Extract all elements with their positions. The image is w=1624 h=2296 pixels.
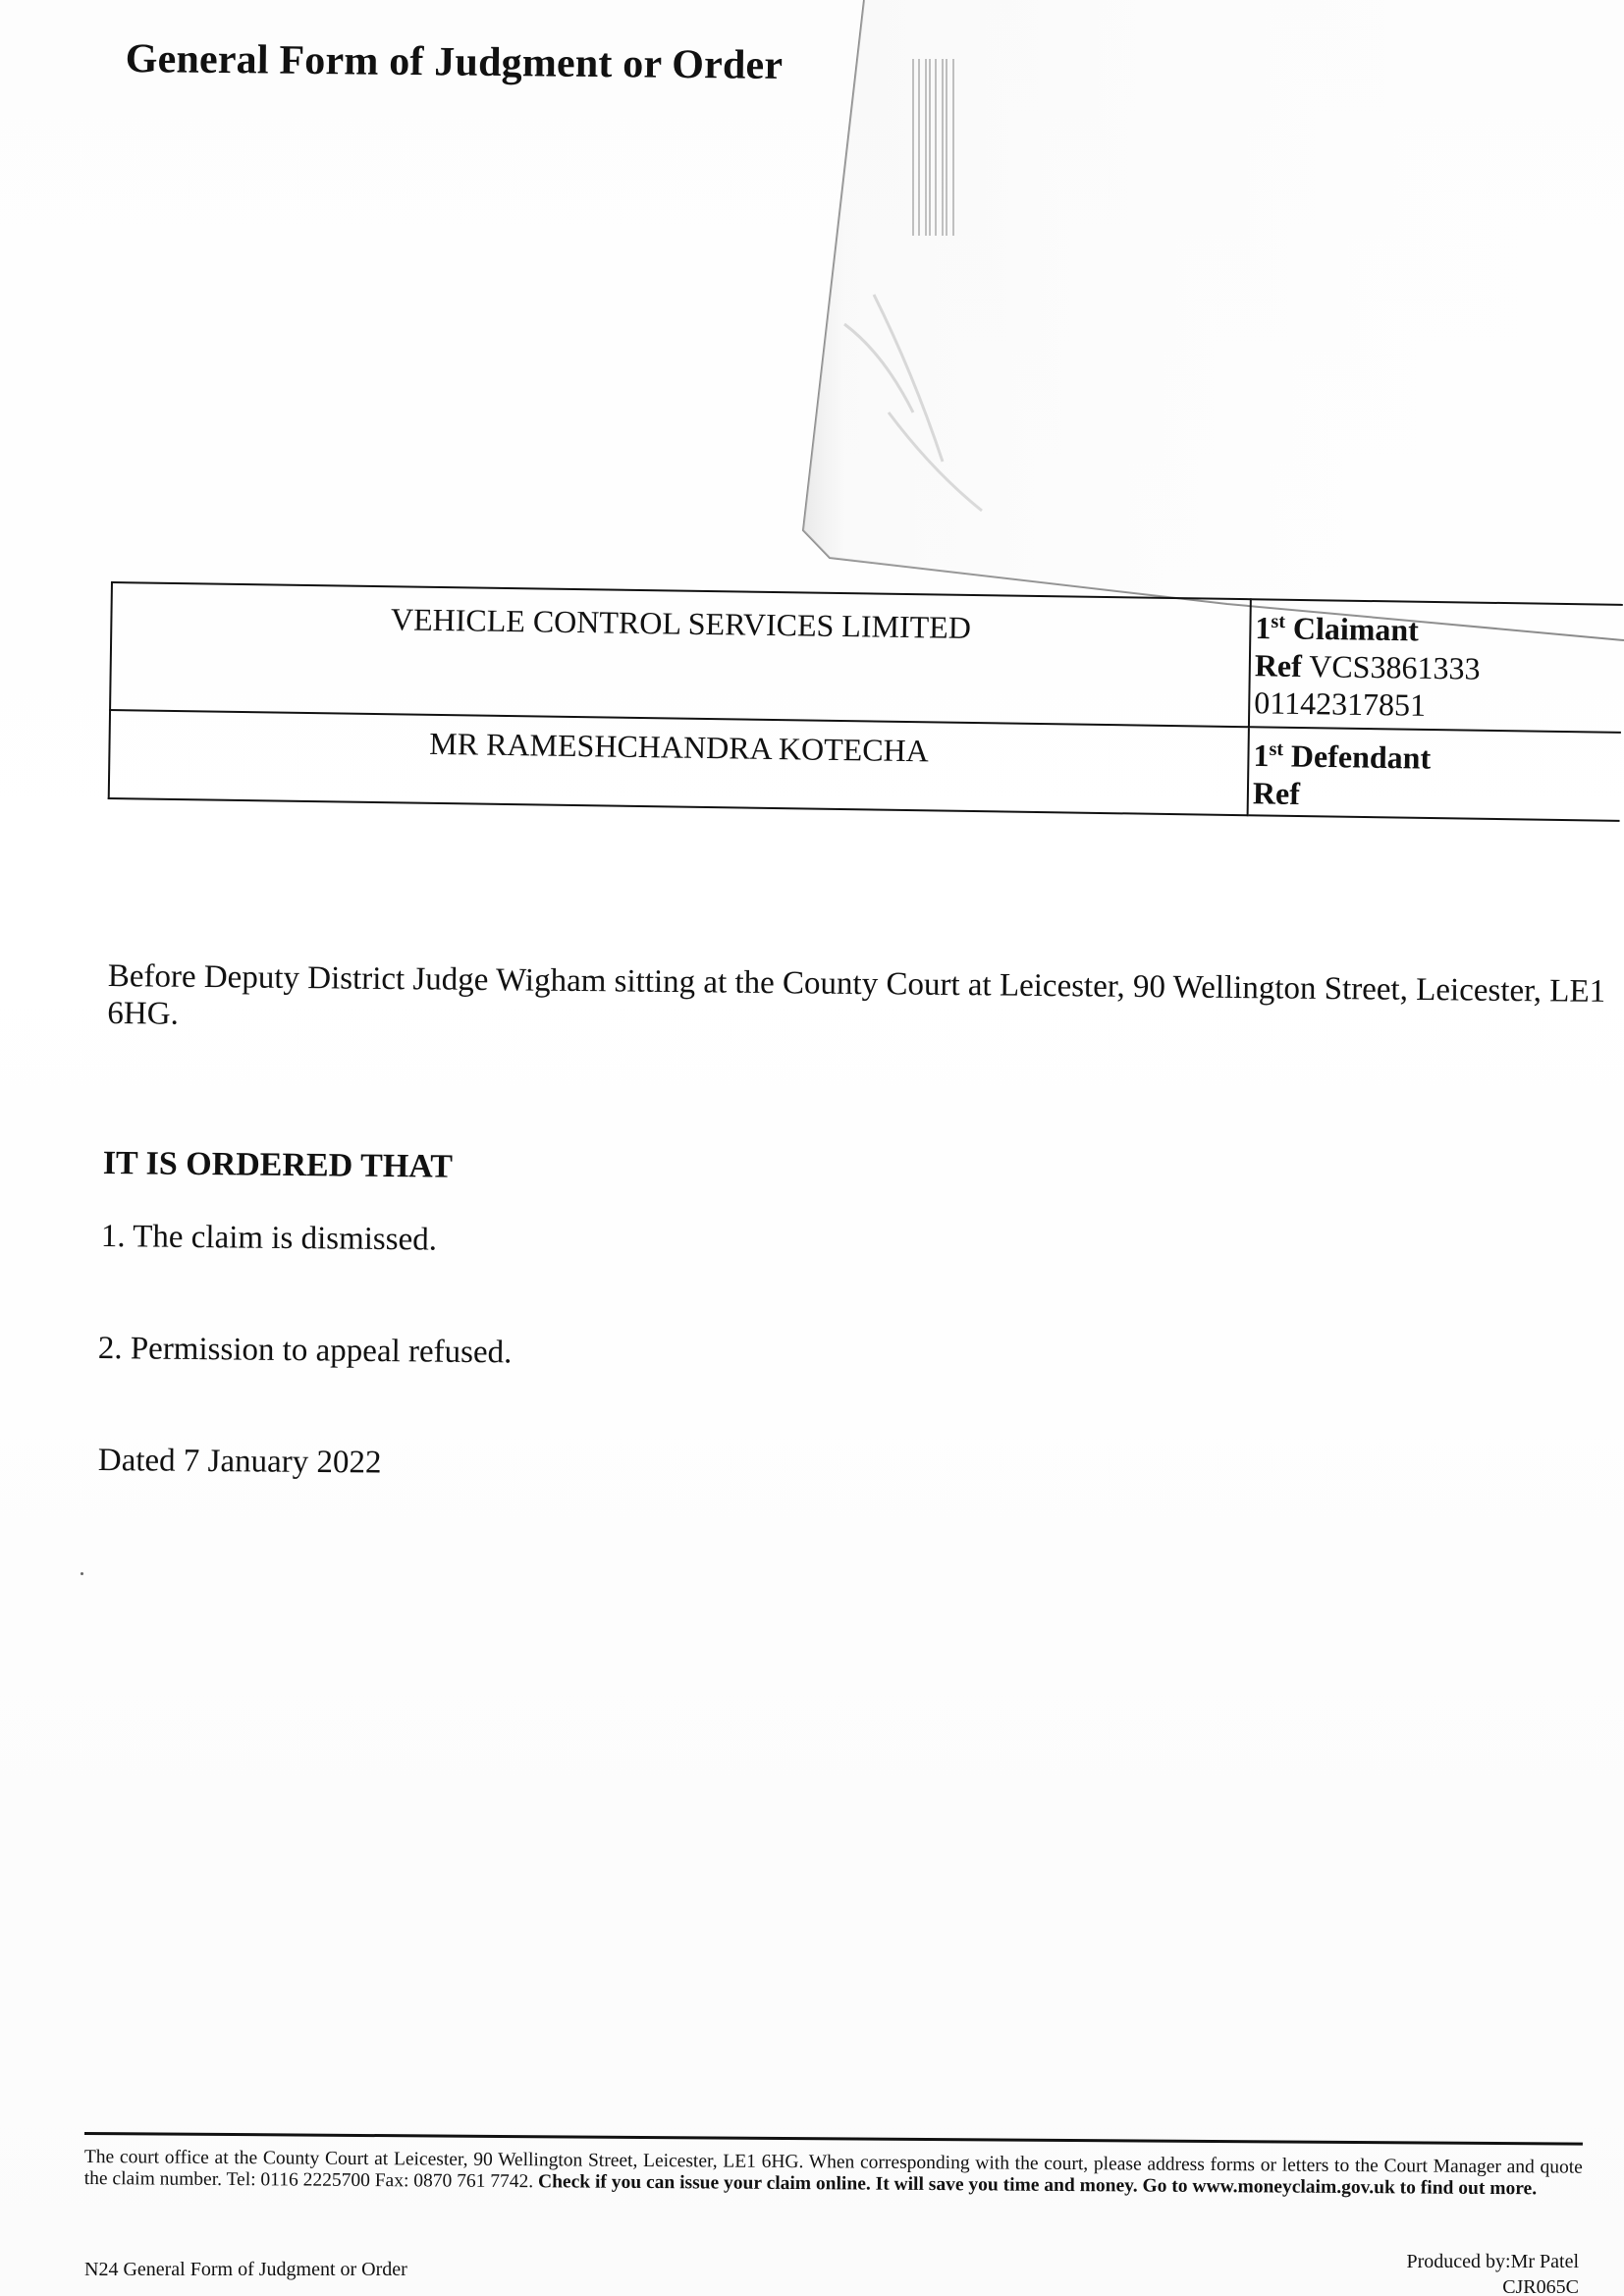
claimant-ref-value: VCS3861333 (1308, 647, 1481, 686)
claimant-role-cell (1249, 599, 1623, 733)
claimant-role (1255, 602, 1623, 651)
defendant-role (1253, 730, 1621, 779)
defendant-role-cell (1248, 727, 1621, 821)
order-item: 2. Permission to appeal refused. (97, 1331, 513, 1371)
before-judge-statement: Before Deputy District Judge Wigham sitting at the County Court at Leicester, 90 Wellington Street, Leicester, LE1 6HG. (107, 957, 1606, 1032)
scan-speck (81, 1572, 83, 1575)
defendant-ref-label: Ref (1252, 774, 1301, 811)
ordered-heading: IT IS ORDERED THAT (102, 1145, 454, 1185)
claimant-ordinal-suffix: st (1271, 610, 1286, 632)
defendant-ref (1253, 774, 1621, 817)
claimant-ref-extra: 01142317851 (1254, 683, 1427, 723)
claimant-role-label: Claimant (1292, 610, 1420, 648)
defendant-role-label: Defendant (1290, 738, 1432, 776)
produced-by-block (1406, 2249, 1579, 2294)
notice-plain: The court office at the County Court at Leicester, 90 Wellington Street, Leicester, LE1 6HG. When corresponding with the court, please address forms or letters to the Court Manager and quote the claim number. Tel: 0116 2225700 Fax: 0870 761 7742. (83, 2147, 1583, 2193)
form-name: N24 General Form of Judgment or Order (84, 2259, 407, 2280)
defendant-name: MR RAMESHCHANDRA KOTECHA (109, 710, 1249, 815)
parties-table (108, 581, 1623, 826)
date-line: Dated 7 January 2022 (97, 1443, 382, 1481)
parties-grid (108, 581, 1623, 822)
produced-by: Produced by:Mr Patel (1406, 2251, 1579, 2272)
order-item: 1. The claim is dismissed. (100, 1219, 438, 1258)
notice-bold: Check if you can issue your claim online. It will save you time and money. Go to www.moneyclaim.gov.uk to find out more. (537, 2171, 1538, 2200)
defendant-ordinal-suffix: st (1269, 738, 1284, 760)
claimant-ref-label: Ref (1254, 646, 1303, 683)
claimant-ordinal: 1 (1255, 609, 1272, 646)
claimant-row (110, 582, 1623, 733)
claimant-ref (1255, 646, 1623, 689)
form-code: CJR065C (1502, 2276, 1579, 2294)
defendant-ordinal: 1 (1253, 737, 1270, 774)
claimant-name: VEHICLE CONTROL SERVICES LIMITED (110, 582, 1251, 727)
document-title: General Form of Judgment or Order (125, 35, 784, 89)
